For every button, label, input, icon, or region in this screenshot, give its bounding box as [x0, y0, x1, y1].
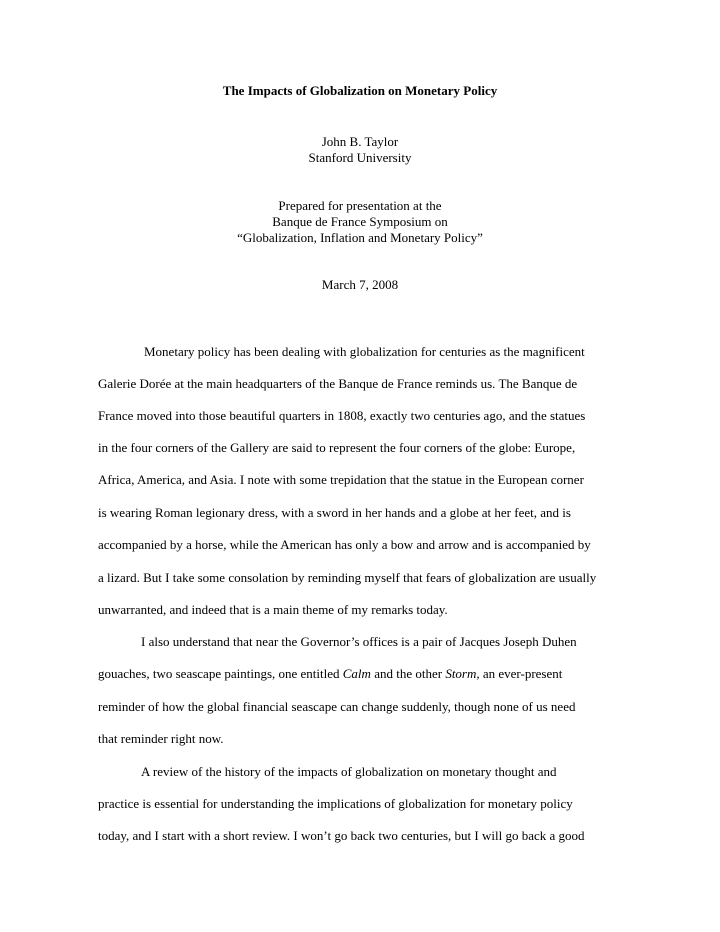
body-line: a lizard. But I take some consolation by reminding myself that fears of globalization are usually — [98, 570, 597, 585]
prepared-line-2: Banque de France Symposium on — [272, 214, 448, 229]
body-line: today, and I start with a short review. I won’t go back two centuries, but I will go back a good — [98, 828, 585, 843]
presentation-date: March 7, 2008 — [321, 277, 399, 292]
body-text: an ever-present — [479, 666, 563, 681]
body-line: Galerie Dorée at the main headquarters of the Banque de France reminds us. The Banque de — [98, 376, 578, 391]
body-line: Africa, America, and Asia. I note with some trepidation that the statue in the European corner — [98, 472, 584, 487]
body-line: unwarranted, and indeed that is a main theme of my remarks today. — [98, 602, 448, 617]
prepared-line-3: “Globalization, Inflation and Monetary Policy” — [237, 230, 483, 245]
body-line: I also understand that near the Governor’s offices is a pair of Jacques Joseph Duhen — [141, 634, 577, 649]
body-line — [98, 666, 562, 682]
body-line: accompanied by a horse, while the American has only a bow and arrow and is accompanied by — [98, 537, 591, 552]
body-line: France moved into those beautiful quarters in 1808, exactly two centuries ago, and the statues — [98, 408, 586, 423]
body-line: that reminder right now. — [98, 731, 224, 746]
body-line: in the four corners of the Gallery are said to represent the four corners of the globe: Europe, — [98, 440, 576, 455]
painting-title-storm: Storm, — [445, 666, 480, 681]
paper-title: The Impacts of Globalization on Monetary Policy — [222, 83, 498, 98]
author-affiliation: Stanford University — [308, 150, 412, 165]
body-line: reminder of how the global financial seascape can change suddenly, though none of us need — [98, 699, 576, 714]
painting-title-calm: Calm — [342, 666, 371, 681]
body-text: and the other — [370, 666, 446, 681]
body-line: A review of the history of the impacts of globalization on monetary thought and — [141, 764, 557, 779]
prepared-line-1: Prepared for presentation at the — [278, 198, 442, 213]
body-text: gouaches, two seascape paintings, one entitled — [98, 666, 343, 681]
body-line: Monetary policy has been dealing with globalization for centuries as the magnificent — [144, 344, 585, 359]
author-name: John B. Taylor — [321, 134, 399, 149]
body-line: is wearing Roman legionary dress, with a sword in her hands and a globe at her feet, and is — [98, 505, 571, 520]
body-line: practice is essential for understanding the implications of globalization for monetary policy — [98, 796, 573, 811]
